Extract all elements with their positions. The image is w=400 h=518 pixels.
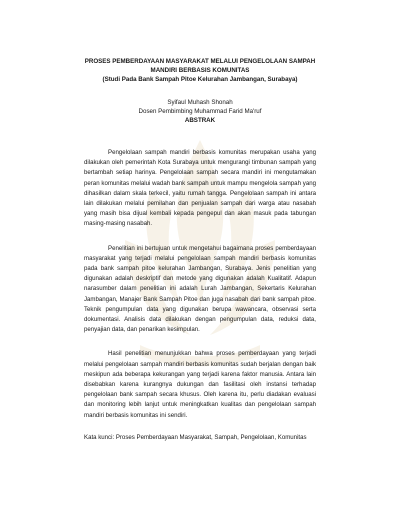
abstract-paragraph-2: Penelitian ini bertujuan untuk mengetahui bagaimana proses pemberdayaan masyarakat yang terjadi melalui pengelolaan sampah mandiri berbasis komunitas pada bank sampah pitoe kelurahan Jambangan, Surabaya. Jenis penelitian yang digunakan adalah deskriptif dan metode yang digunakan adalah Kualitatif. Adapun narasumber dalam penelitian ini adalah Lurah Jambangan, Sekertaris Kelurahan Jambangan, Manajer Bank Sampah Pitoe dan juga nasabah dari bank sampah pitoe. Teknik pengumpulan data yang digunakan berupa wawancara, observasi serta dokumentasi. Analisis data dilakukan dengan pengumpulan data, reduksi data, penyajian data, dan penarikan kesimpulan. <box>84 244 316 334</box>
subtitle: (Studi Pada Bank Sampah Pitoe Kelurahan Jambangan, Surabaya) <box>102 76 298 83</box>
supervisor-line: Dosen Pembimbing Muhammad Farid Ma'ruf <box>138 108 262 115</box>
abstract-paragraph-3: Hasil penelitian menunjukkan bahwa proses pemberdayaan yang terjadi melalui pengelolaan sampah mandiri berbasis komunitas sudah berjalan dengan baik meskipun ada beberapa kekurangan yang terjadi karena faktor manusia. Antara lain disebabkan karena kurangnya dukungan dan fasilitasi oleh instansi terhadap pengelolaan bank sampah secara khusus. Oleh karena itu, perlu diadakan evaluasi dan monitoring lebih lanjut untuk meningkatkan kualitas dan pengelolaan sampah mandiri berbasis komunitas ini sendiri. <box>84 350 316 419</box>
keywords-line: Kata kunci: Proses Pemberdayaan Masyarakat, Sampah, Pengelolaan, Komunitas <box>84 433 307 441</box>
title-line-2: MANDIRI BERBASIS KOMUNITAS <box>150 67 250 74</box>
author-name: Syifaul Muhash Shonah <box>167 99 233 106</box>
title-line-1: PROSES PEMBERDAYAAN MASYARAKAT MELALUI PENGELOLAAN SAMPAH <box>84 58 316 65</box>
abstract-content <box>84 57 316 443</box>
abstract-paragraph-1: Pengelolaan sampah mandiri berbasis komunitas merupakan usaha yang dilakukan oleh pemerintah Kota Surabaya untuk mengurangi timbunan sampah yang bertambah setiap harinya. Pengelolaan sampah secara mandiri ini mengutamakan peran komunitas melalui wadah bank sampah untuk mampu mengelola sampah yang dihasilkan dalam skala terkecil, yaitu rumah tangga. Pengelolaan sampah ini antara lain dilakukan melalui pemilahan dan penjualan sampah dari warga atau nasabah yang masih bisa dijual kembali kepada pengepul dan akan masuk pada tabungan masing-masing nasabah. <box>84 149 316 228</box>
abstract-heading: ABSTRAK <box>184 117 216 124</box>
